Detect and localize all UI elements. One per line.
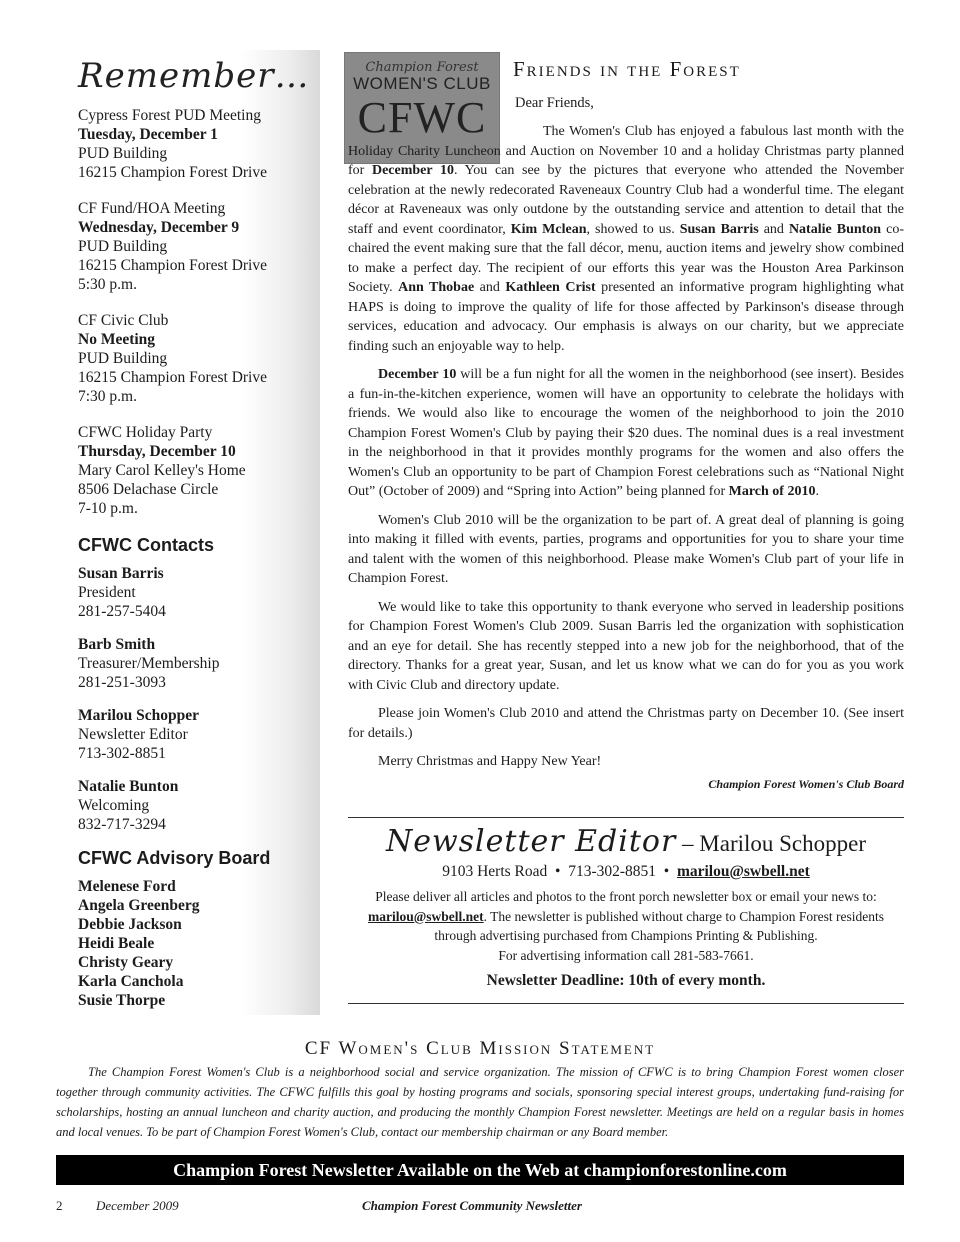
text: . The newsletter is published without charge to Champion Forest residents through advertising purchased from Champions Printing & Publishing. [434,908,884,943]
contact-phone: 713-302-8851 [78,745,166,762]
editor-phone: 713-302-8851 [568,863,657,880]
contact-role: President [78,584,136,601]
event-date: No Meeting [78,331,156,348]
board-member: Melenese Ford [78,878,176,895]
event-address: 16215 Champion Forest Drive [78,369,267,386]
article-paragraph [348,122,904,356]
event-name: Cypress Forest PUD Meeting [78,107,261,124]
event-address: 16215 Champion Forest Drive [78,164,267,181]
text-bold: Natalie Bunton [788,221,882,237]
contact-name: Marilou Schopper [78,707,199,724]
event-address: 8506 Delachase Circle [78,481,219,498]
newsletter-deadline: Newsletter Deadline: 10th of every month. [486,972,766,989]
text: will be a fun night for all the women in the neighborhood (see insert). Besides a fun-in-the-kitchen experience, women will have an opportunity to celebrate the holidays with friends. We would also like to encourage the women of the neighborhood to join the 2010 Champion Forest Women's Club by paying their $20 dues. The nominal dues is a real investment in the neighborhood in that it provides monthly programs for the women and also offers the Women's Club an opportunity to be part of Champion Forest celebrations such as “National Night Out” (October of 2009) and “Spring into Action” being planned for [348,367,904,499]
article-title: Friends in the Forest [513,57,741,81]
board-member: Karla Canchola [78,973,184,990]
event-item [78,106,320,182]
article-paragraph: Merry Christmas and Happy New Year! [378,754,602,769]
event-item [78,311,320,406]
event-name: CFWC Holiday Party [78,424,213,441]
mission-text [56,1062,904,1142]
event-name: CF Fund/HOA Meeting [78,200,226,217]
board-member: Christy Geary [78,954,174,971]
contact-item [78,564,320,621]
page-number: 2 [56,1198,63,1213]
web-banner: Champion Forest Newsletter Available on the Web at championforestonline.com [56,1155,904,1185]
board-member: Debbie Jackson [78,916,182,933]
text-bold: Kim Mclean [510,221,587,237]
event-address: 16215 Champion Forest Drive [78,257,267,274]
text-bold: Ann Thobae [398,280,475,295]
contact-phone: 832-717-3294 [78,816,166,833]
article-body [348,122,904,781]
text: Please deliver all articles and photos to the front porch newsletter box or email your news to: [375,889,877,904]
contact-item [78,706,320,763]
logo-line-3: CFWC [357,93,487,142]
article-signoff: Champion Forest Women's Club Board [708,777,904,791]
editor-email-link[interactable]: marilou@swbell.net [676,863,810,880]
mission-statement: The Champion Forest Women's Club is a neighborhood social and service organization. The mission of CFWC is to bring Champion Forest women closer together through community activities. The CFWC fulfills this goal by hosting programs and socials, sponsoring special interest groups, undertaking fund-raising for scholarships, hosting an annual luncheon and charity auction, and producing the monthly Champion Forest newsletter. Meetings are held on a regular basis in homes and local venues. To be part of Champion Forest Women's Club, contact our membership chairman or any Board member. [56,1065,904,1139]
article-greeting: Dear Friends, [515,95,594,111]
contacts-heading: CFWC Contacts [78,535,214,555]
event-time: 7:30 p.m. [78,388,137,405]
article-paragraph [348,365,904,502]
sidebar-remember [56,50,320,1015]
remember-title: Remember… [78,56,310,96]
editor-info-email-link[interactable]: marilou@swbell.net [367,908,484,924]
text: . You can see by the pictures that everyone who attended the November celebration at the newly redecorated Raveneaux Country Club had a wonderful time. The elegant décor at Raveneaux was only outdone by the outstanding service and attention to detail that the staff and event coordinator, [348,163,905,237]
text: and [474,280,506,295]
board-member: Angela Greenberg [78,897,200,914]
contact-name: Barb Smith [78,636,156,653]
editor-title [348,824,904,859]
logo-line-1: Champion Forest [365,60,479,75]
advisory-board-list [78,877,320,1010]
editor-address: 9103 Herts Road [442,863,548,880]
contact-role: Newsletter Editor [78,726,188,743]
text: For advertising information call 281-583-7661. [498,947,754,963]
logo-line-2: WOMEN'S CLUB [353,74,491,93]
issue-date: December 2009 [96,1198,179,1213]
publication-name: Champion Forest Community Newsletter [362,1198,582,1213]
event-place: PUD Building [78,145,168,162]
text: . [815,484,819,499]
contact-name: Natalie Bunton [78,778,179,795]
mission-title: CF Women's Club Mission Statement [304,1038,656,1059]
contact-phone: 281-257-5404 [78,603,166,620]
editor-title-script: Newsletter Editor [385,824,677,859]
editor-info [348,887,904,965]
contact-phone: 281-251-3093 [78,674,166,691]
event-place: PUD Building [78,350,168,367]
contact-role: Treasurer/Membership [78,655,220,672]
text: , showed to us. [586,221,680,237]
event-date: Tuesday, December 1 [78,126,218,143]
contact-name: Susan Barris [78,565,164,582]
bullet-icon: • [555,863,561,880]
event-time: 7-10 p.m. [78,500,138,517]
event-name: CF Civic Club [78,312,169,329]
board-member: Susie Thorpe [78,992,166,1009]
article-paragraph: Please join Women's Club 2010 and attend the Christmas party on December 10. (See insert for details.) [348,706,904,741]
advisory-board-heading: CFWC Advisory Board [78,848,271,868]
text-bold: Susan Barris [679,221,759,237]
text-bold: December 10 [371,163,454,178]
bullet-icon: • [663,863,670,880]
contact-item [78,777,320,834]
text: co-chaired the event making sure that the fall décor, menu, auction items and jewelry show combined to make a perfect day. The recipient of our efforts this year was the Houston Area Parkinson Society. [348,221,904,295]
board-member: Heidi Beale [78,935,155,952]
text: and [758,221,789,237]
text: presented an informative program highlighting what HAPS is doing to improve the quality of life for those affected by Parkinson's disease through services, education and advocacy. Our emphasis is always on our charity, but we appreciate finding such an enjoyable way to help. [348,280,904,354]
contact-item [78,635,320,692]
event-date: Wednesday, December 9 [78,219,240,236]
article-paragraph: We would like to take this opportunity to thank everyone who served in leadership positions for Champion Forest Women's Club 2009. Susan Barris led the organization with sophistication and an eye for detail. She has recently stepped into a new job for the neighborhood, that of the directory. Thanks for a great year, Susan, and let us know what we can do for you as you work with Civic Club and directory update. [348,599,904,693]
event-place: Mary Carol Kelley's Home [78,462,246,479]
newsletter-editor-box [348,817,904,1004]
event-date: Thursday, December 10 [78,443,236,460]
editor-name: – Marilou Schopper [676,831,867,856]
contact-role: Welcoming [78,797,150,814]
event-time: 5:30 p.m. [78,276,137,293]
event-item [78,199,320,294]
text-bold: March of 2010 [728,484,816,499]
event-item [78,423,320,518]
article-paragraph: Women's Club 2010 will be the organization to be part of. A great deal of planning is going into making it filled with events, parties, programs and opportunities for you to share your time and talent with the women of this neighborhood. Please make Women's Club part of your life in Champion Forest. [348,512,904,586]
text-bold: Kathleen Crist [505,280,596,295]
text-bold: December 10 [378,367,457,382]
text: The Women's Club has enjoyed a fabulous last month with the Holiday Charity Luncheon and Auction on November 10 and a holiday Christmas party planned for [348,124,904,178]
event-place: PUD Building [78,238,168,255]
editor-contact-line [348,863,904,881]
